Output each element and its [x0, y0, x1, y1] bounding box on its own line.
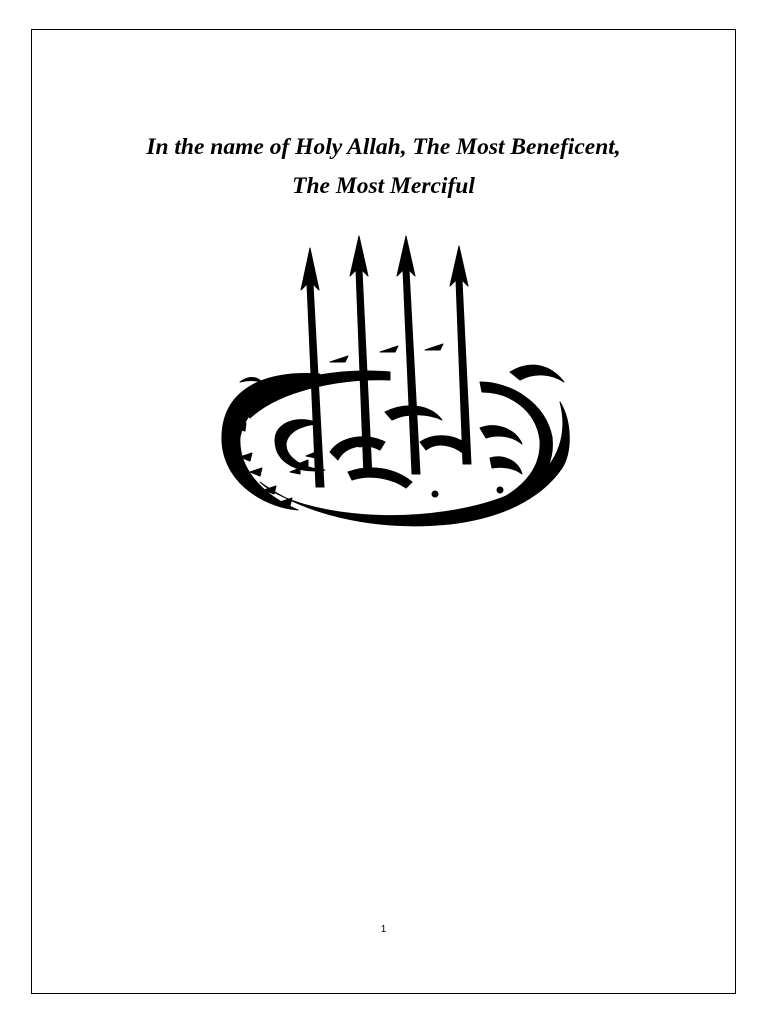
- heading-line-2: The Most Merciful: [292, 173, 475, 199]
- page-number: 1: [380, 924, 387, 935]
- page-heading: [31, 128, 736, 206]
- heading-line-1: In the name of Holy Allah, The Most Beneficent,: [146, 134, 621, 160]
- basmala-calligraphy-image: [180, 232, 580, 562]
